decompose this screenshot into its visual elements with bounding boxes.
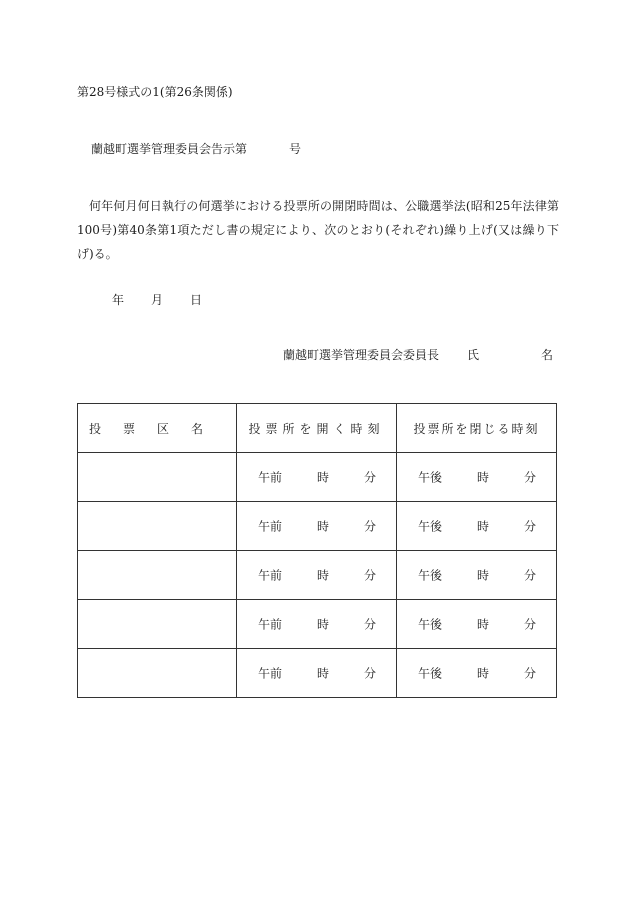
table-row [78,502,557,551]
notice-title [91,141,301,157]
open-time-cell [237,453,397,502]
notice-body-text: 何年何月何日執行の何選挙における投票所の開閉時間は、公職選挙法(昭和25年法律第100号)第40条第1項ただし書の規定により、次のとおり(それぞれ)繰り上げ(又は繰り下げ)る。 [77,199,559,261]
polling-hours-table [77,403,557,698]
open-hour-label: 時 [317,470,330,485]
close-hour-label: 時 [477,568,490,583]
close-ampm: 午後 [418,470,443,485]
open-hour-label: 時 [317,568,330,583]
district-cell [78,600,237,649]
open-time-cell [237,551,397,600]
notice-title-text: 蘭越町選挙管理委員会告示第 [91,142,248,156]
header-district: 投票区名 [78,404,237,453]
close-minute-label: 分 [523,617,536,632]
close-minute-label: 分 [523,666,536,681]
close-ampm: 午後 [418,617,443,632]
table-row [78,551,557,600]
day-label: 日 [190,293,203,307]
open-minute-label: 分 [363,470,376,485]
close-time-cell [397,453,557,502]
close-time-cell [397,502,557,551]
header-close-time: 投票所を閉じる時刻 [397,404,557,453]
close-minute-label: 分 [523,568,536,583]
close-time-cell [397,551,557,600]
open-minute-label: 分 [363,568,376,583]
open-time-cell [237,502,397,551]
close-hour-label: 時 [477,519,490,534]
close-hour-label: 時 [477,666,490,681]
notice-number-label: 号 [289,142,302,156]
district-cell [78,502,237,551]
close-minute-label: 分 [523,470,536,485]
close-ampm: 午後 [418,666,443,681]
table-row [78,649,557,698]
district-cell [78,649,237,698]
close-ampm: 午後 [418,568,443,583]
close-hour-label: 時 [477,470,490,485]
open-ampm: 午前 [258,568,283,583]
name-label-second: 名 [541,348,554,362]
open-time-cell [237,649,397,698]
open-hour-label: 時 [317,519,330,534]
date-line [112,292,202,308]
open-ampm: 午前 [258,470,283,485]
table-header-row [78,404,557,453]
open-minute-label: 分 [363,519,376,534]
close-ampm: 午後 [418,519,443,534]
close-hour-label: 時 [477,617,490,632]
open-minute-label: 分 [363,666,376,681]
name-label-first: 氏 [467,348,480,362]
signature-line [283,347,553,363]
close-time-cell [397,600,557,649]
month-label: 月 [151,293,164,307]
open-hour-label: 時 [317,617,330,632]
district-cell [78,551,237,600]
year-label: 年 [112,293,125,307]
header-open-time: 投票所を開く時刻 [237,404,397,453]
signature-title: 蘭越町選挙管理委員会委員長 [283,348,440,362]
table-row [78,600,557,649]
table-row [78,453,557,502]
open-ampm: 午前 [258,617,283,632]
district-cell [78,453,237,502]
close-minute-label: 分 [523,519,536,534]
open-minute-label: 分 [363,617,376,632]
open-time-cell [237,600,397,649]
open-hour-label: 時 [317,666,330,681]
close-time-cell [397,649,557,698]
open-ampm: 午前 [258,666,283,681]
form-number: 第28号様式の1(第26条関係) [77,85,233,99]
open-ampm: 午前 [258,519,283,534]
